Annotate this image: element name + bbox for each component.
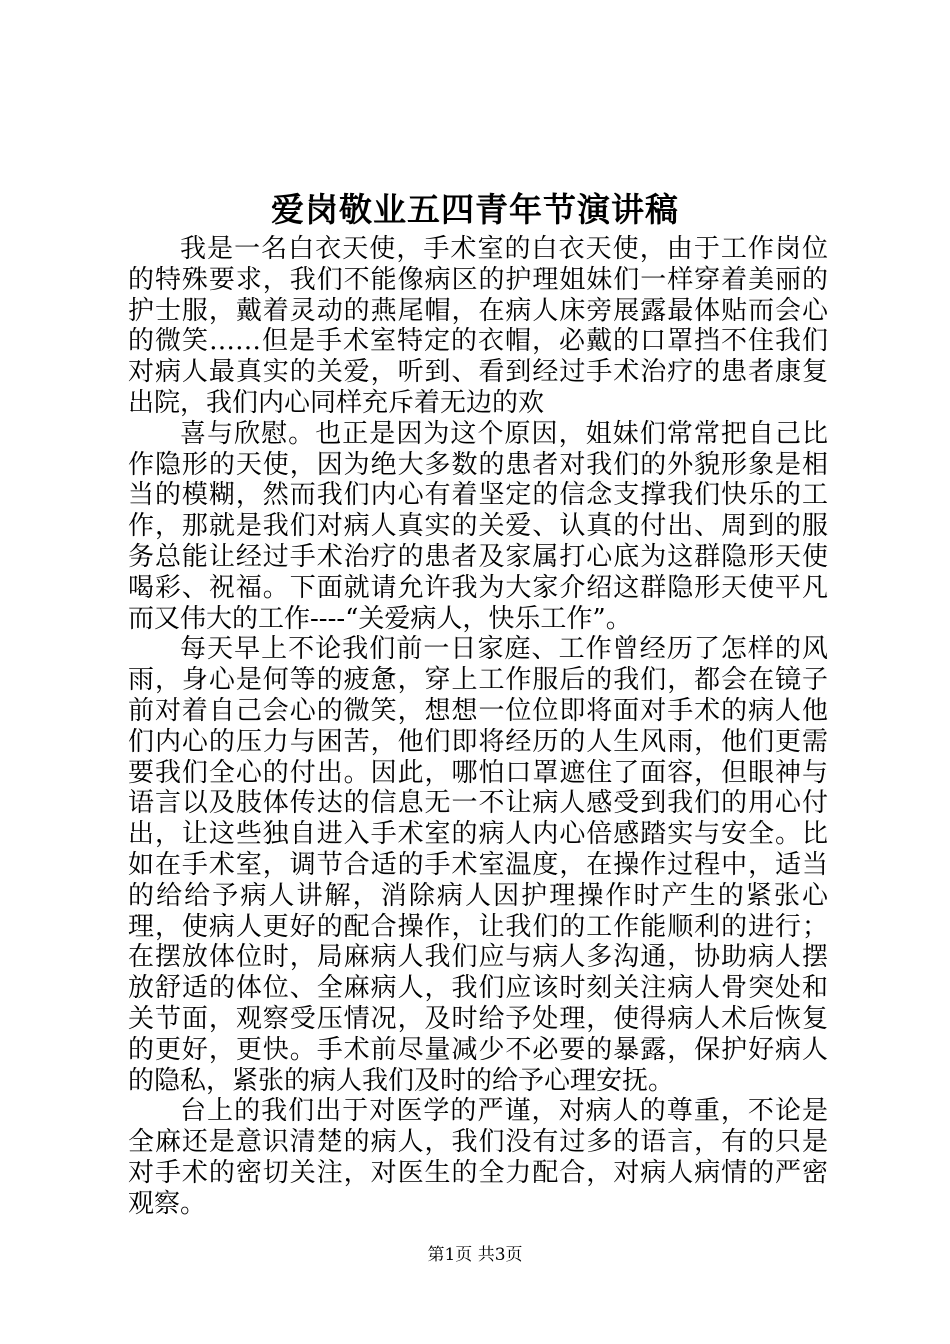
paragraph-3: 每天早上不论我们前一日家庭、工作曾经历了怎样的风雨，身心是何等的疲惫，穿上工作服后的我们，都会在镜子前对着自己会心的微笑，想想一位位即将面对手术的病人他们内心的压力与困苦，他们即将经历的人生风雨，他们更需要我们全心的付出。因此，哪怕口罩遮住了面容，但眼神与语言以及肢体传达的信息无一不让病人感受到我们的用心付出，让这些独自进入手术室的病人内心倍感踏实与安全。比如在手术室，调节合适的手术室温度，在操作过程中，适当的给给予病人讲解，消除病人因护理操作时产生的紧张心理，使病人更好的配合操作，让我们的工作能顺利的进行；在摆放体位时，局麻病人我们应与病人多沟通，协助病人摆放舒适的体位、全麻病人，我们应该时刻关注病人骨突处和关节面，观察受压情况，及时给予处理，使得病人术后恢复的更好，更快。手术前尽量减少不必要的暴露，保护好病人的隐私，紧张的病人我们及时的给予心理安抚。 (128, 634, 828, 1096)
page-total: 共3页 (477, 1245, 523, 1265)
paragraph-4: 台上的我们出于对医学的严谨，对病人的尊重，不论是全麻还是意识清楚的病人，我们没有过多的语言，有的只是对手术的密切关注，对医生的全力配合，对病人病情的严密观察。 (128, 1096, 828, 1219)
page-number: 第1页 (427, 1245, 473, 1265)
document-body (128, 234, 828, 1220)
page-footer (0, 1243, 950, 1267)
document-title: 爱岗敬业五四青年节演讲稿 (271, 190, 679, 229)
paragraph-1: 我是一名白衣天使，手术室的白衣天使，由于工作岗位的特殊要求，我们不能像病区的护理姐妹们一样穿着美丽的护士服，戴着灵动的燕尾帽，在病人床旁展露最体贴而会心的微笑……但是手术室特定的衣帽，必戴的口罩挡不住我们对病人最真实的关爱，听到、看到经过手术治疗的患者康复出院，我们内心同样充斥着无边的欢 (128, 234, 828, 418)
paragraph-2: 喜与欣慰。也正是因为这个原因，姐妹们常常把自己比作隐形的天使，因为绝大多数的患者对我们的外貌形象是相当的模糊，然而我们内心有着坚定的信念支撑我们快乐的工作，那就是我们对病人真实的关爱、认真的付出、周到的服务总能让经过手术治疗的患者及家属打心底为这群隐形天使喝彩、祝福。下面就请允许我为大家介绍这群隐形天使平凡而又伟大的工作----“关爱病人，快乐工作”。 (128, 418, 828, 634)
